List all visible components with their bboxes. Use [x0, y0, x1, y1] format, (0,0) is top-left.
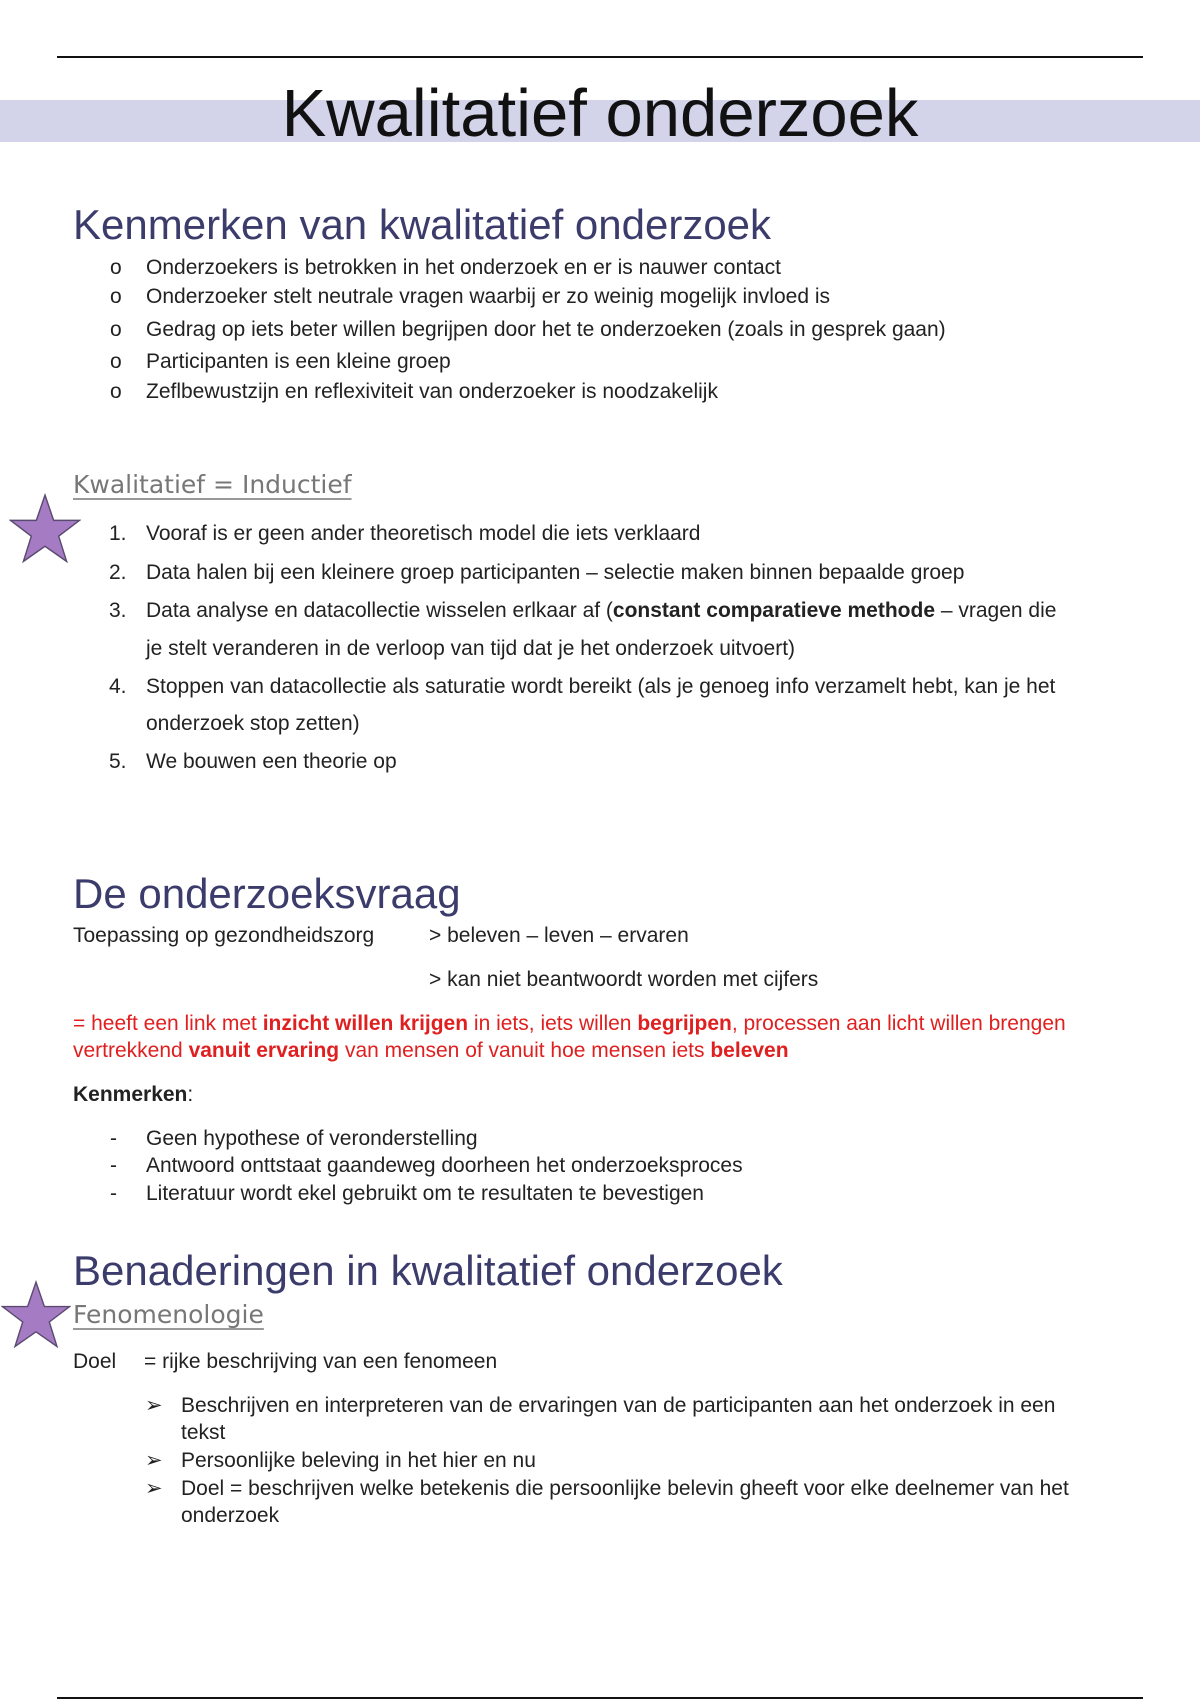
- definition-line: vertrekkend vanuit ervaring van mensen of vanuit hoe mensen iets beleven: [73, 1039, 789, 1062]
- list-number: 2.: [109, 561, 127, 584]
- star-icon: [1, 1280, 71, 1350]
- list-item: Data halen bij een kleinere groep participanten – selectie maken binnen bepaalde groep: [146, 561, 965, 584]
- arrow-bullet-icon: ➢: [145, 1477, 163, 1500]
- list-item: Doel = beschrijven welke betekenis die persoonlijke belevin gheeft voor elke deelnemer van het: [181, 1477, 1069, 1500]
- heading-benaderingen: Benaderingen in kwalitatief onderzoek: [73, 1247, 783, 1294]
- star-icon: [9, 493, 81, 565]
- list-item-continuation: tekst: [181, 1421, 226, 1444]
- toepassing-point: > beleven – leven – ervaren: [429, 924, 689, 947]
- list-item: Geen hypothese of veronderstelling: [146, 1127, 478, 1150]
- toepassing-label: Toepassing op gezondheidszorg: [73, 924, 375, 947]
- arrow-bullet-icon: ➢: [145, 1449, 163, 1472]
- list-item: Antwoord onttstaat gaandeweg doorheen het onderzoeksproces: [146, 1154, 743, 1177]
- list-number: 1.: [109, 522, 127, 545]
- definition-line: = heeft een link met inzicht willen krijgen in iets, iets willen begrijpen, processen aan licht willen brengen: [73, 1012, 1066, 1035]
- heading-onderzoeksvraag: De onderzoeksvraag: [73, 870, 461, 917]
- list-item: We bouwen een theorie op: [146, 750, 397, 773]
- heading-kenmerken: Kenmerken van kwalitatief onderzoek: [73, 201, 772, 248]
- toepassing-point: > kan niet beantwoordt worden met cijfers: [429, 968, 819, 991]
- dash: -: [110, 1154, 117, 1177]
- dash: -: [110, 1127, 117, 1150]
- list-item: Literatuur wordt ekel gebruikt om te resultaten te bevestigen: [146, 1182, 704, 1205]
- list-item: Vooraf is er geen ander theoretisch model die iets verklaard: [146, 522, 701, 545]
- list-number: 5.: [109, 750, 127, 773]
- list-item-continuation: je stelt veranderen in de verloop van tijd dat je het onderzoek uitvoert): [146, 637, 796, 660]
- list-item: Data analyse en datacollectie wisselen erlkaar af (constant comparatieve methode – vragen die: [146, 599, 1057, 622]
- list-number: 4.: [109, 675, 127, 698]
- bullet: o: [110, 285, 122, 308]
- list-item: Gedrag op iets beter willen begrijpen door het te onderzoeken (zoals in gesprek gaan): [146, 318, 946, 341]
- list-item: Beschrijven en interpreteren van de ervaringen van de participanten aan het onderzoek in een: [181, 1394, 1056, 1417]
- heading-fenomenologie: Fenomenologie: [73, 1300, 264, 1329]
- page-title: Kwalitatief onderzoek: [281, 76, 919, 151]
- doel-text: = rijke beschrijving van een fenomeen: [144, 1350, 498, 1373]
- list-item: Persoonlijke beleving in het hier en nu: [181, 1449, 536, 1472]
- bullet: o: [110, 350, 122, 373]
- bullet: o: [110, 318, 122, 341]
- list-item-continuation: onderzoek stop zetten): [146, 712, 360, 735]
- doel-label: Doel: [73, 1350, 117, 1373]
- list-item: Onderzoekers is betrokken in het onderzoek en er is nauwer contact: [146, 256, 782, 279]
- bullet: o: [110, 380, 122, 403]
- list-number: 3.: [109, 599, 127, 622]
- list-item: Stoppen van datacollectie als saturatie wordt bereikt (als je genoeg info verzamelt hebt, kan je het: [146, 675, 1056, 698]
- dash: -: [110, 1182, 117, 1205]
- arrow-bullet-icon: ➢: [145, 1394, 163, 1417]
- list-item: Onderzoeker stelt neutrale vragen waarbij er zo weinig mogelijk invloed is: [146, 285, 831, 308]
- list-item-continuation: onderzoek: [181, 1504, 280, 1527]
- bullet: o: [110, 256, 122, 279]
- top-rule: [57, 56, 1143, 58]
- heading-inductief: Kwalitatief = Inductief: [73, 470, 352, 499]
- bottom-rule: [57, 1697, 1143, 1699]
- list-item: Zeflbewustzijn en reflexiviteit van onderzoeker is noodzakelijk: [146, 380, 718, 403]
- list-item: Participanten is een kleine groep: [146, 350, 451, 373]
- kenmerken-label: Kenmerken:: [73, 1083, 194, 1106]
